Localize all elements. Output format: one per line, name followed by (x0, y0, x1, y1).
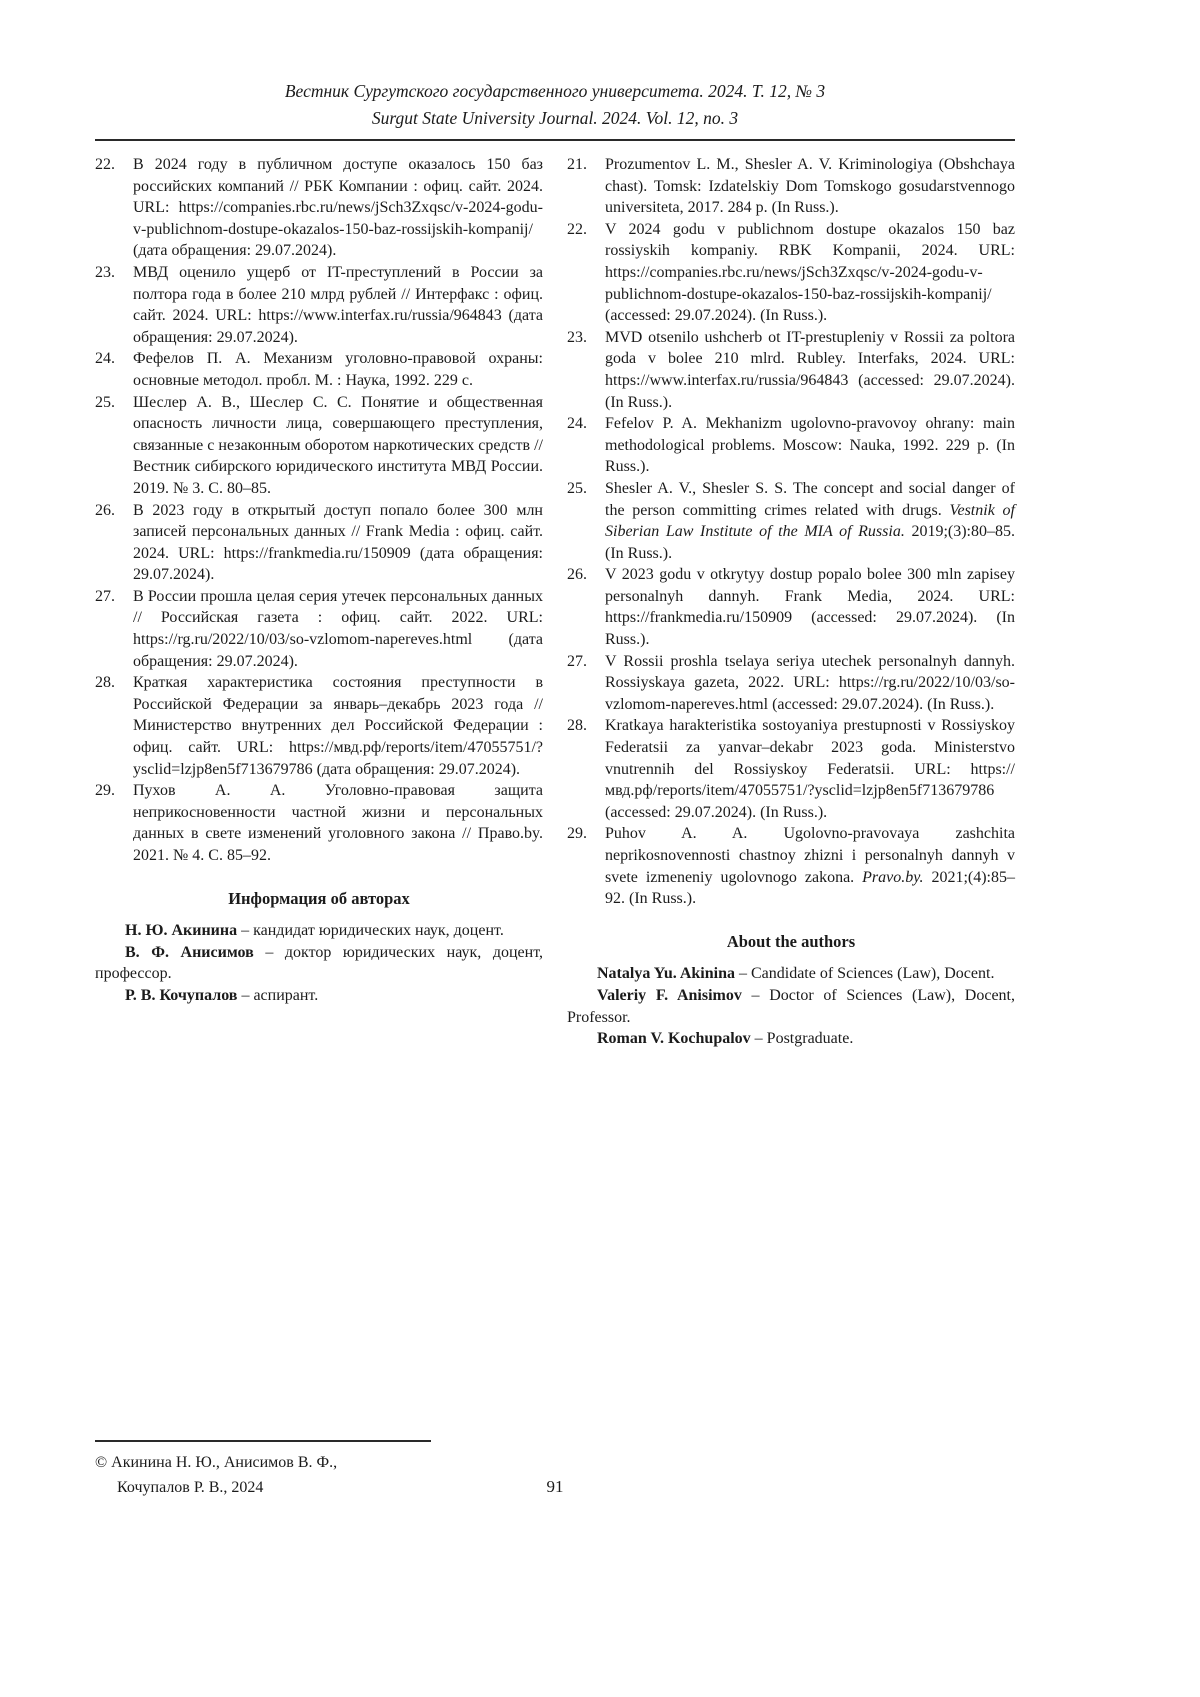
reference-item (567, 327, 1015, 413)
reference-number: 26. (95, 501, 115, 519)
reference-number: 24. (95, 350, 115, 368)
author-entry: Н. Ю. Акинина – кандидат юридических наук, доцент. (125, 922, 504, 940)
reference-item (95, 586, 543, 672)
author-name: В. Ф. Анисимов (125, 943, 254, 961)
reference-text: 2019;(3):80–85. (In Russ.). (605, 523, 1015, 562)
authors-list-ru (95, 920, 543, 1006)
reference-text: Puhov A. A. Ugolovno-pravovaya zashchita neprikosnovennosti chastnoy zhizni i personalnyh dannyh v svete izmeneniy ugolovnogo zakona. (605, 825, 1015, 886)
references-list-right (567, 154, 1015, 910)
reference-text: Краткая характеристика состояния преступности в Российской Федерации за январь–декабрь 2023 года // Министерство внутренних дел Российской Федерации : офиц. сайт. URL: https://мвд.рф/reports/item/47055751/?ysclid=lzjp8en5f713679786 (дата обращения: 29.07.2024). (133, 674, 543, 778)
copyright-line-1: © Акинина Н. Ю., Анисимов В. Ф., (95, 1454, 338, 1471)
reference-item (567, 154, 1015, 219)
right-column (567, 154, 1015, 1050)
reference-item (567, 823, 1015, 909)
reference-number: 25. (567, 479, 587, 497)
author-name: Natalya Yu. Akinina (597, 965, 735, 983)
page-footer (95, 1440, 1015, 1500)
reference-item (567, 715, 1015, 823)
copyright-line-2: Кочупалов Р. В., 2024 (117, 1479, 264, 1496)
left-column (95, 154, 543, 1050)
reference-text: Prozumentov L. M., Shesler A. V. Kriminologiya (Obshchaya chast). Tomsk: Izdatelskiy Dom Tomskogo gosudarstvennogo universiteta, 2017. 284 p. (In Russ.). (605, 156, 1015, 217)
reference-item (567, 564, 1015, 650)
reference-number: 28. (95, 674, 115, 692)
reference-text: В 2024 году в публичном доступе оказалось 150 баз российских компаний // РБК Компании : офиц. сайт. 2024. URL: https://companies.rbc.ru/news/jSch3Zxqsc/v-2024-godu-v-publichnom-dostupe-okazalos-150-baz-rossijskih-kompanij/ (дата обращения: 29.07.2024). (133, 156, 543, 260)
reference-number: 23. (567, 328, 587, 346)
author-name: Roman V. Kochupalov (597, 1030, 751, 1048)
reference-item (95, 392, 543, 500)
reference-number: 27. (95, 587, 115, 605)
reference-number: 21. (567, 156, 587, 173)
journal-title-en: Surgut State University Journal. 2024. Vol. 12, no. 3 (371, 108, 739, 128)
reference-item (95, 262, 543, 348)
reference-text: MVD otsenilo ushcherb ot IT-prestupleniy v Rossii za poltora goda v bolee 210 mlrd. Rubley. Interfaks, 2024. URL: https://www.interfax.ru/russia/964843 (accessed: 29.07.2024). (In Russ.). (605, 328, 1015, 411)
reference-number: 29. (567, 825, 587, 843)
reference-number: 22. (95, 156, 115, 173)
reference-text: МВД оценило ущерб от IT-преступлений в России за полтора года в более 210 млрд рублей // Интерфакс : офиц. сайт. 2024. URL: https://www.interfax.ru/russia/964843 (дата обращения: 29.07.2024). (133, 263, 543, 346)
reference-number: 22. (567, 220, 587, 238)
page-number: 91 (546, 1477, 564, 1496)
references-list-left (95, 154, 543, 867)
reference-number: 29. (95, 782, 115, 800)
footer-divider (95, 1440, 431, 1442)
reference-item (95, 348, 543, 391)
reference-text: 2021;(4):85–92. (In Russ.). (605, 868, 1016, 908)
reference-text: В 2023 году в открытый доступ попало более 300 млн записей персональных данных // Frank Media : офиц. сайт. 2024. URL: https://frankmedia.ru/150909 (дата обращения: 29.07.2024). (133, 501, 543, 584)
reference-number: 24. (567, 415, 587, 433)
reference-text: В России прошла целая серия утечек персональных данных // Российская газета : офиц. сайт. 2022. URL: https://rg.ru/2022/10/03/so-vzlomom-napereves.html (дата обращения: 29.07.2024). (133, 587, 543, 670)
reference-item (95, 500, 543, 586)
reference-text: Vestnik of Siberian Law Institute of the MIA of Russia. (605, 501, 1015, 541)
author-name: Н. Ю. Акинина (125, 922, 238, 940)
reference-item (567, 478, 1015, 564)
reference-item (567, 651, 1015, 716)
reference-text: V 2024 godu v publichnom dostupe okazalos 150 baz rossiyskih kompaniy. RBK Kompanii, 2024. URL: https://companies.rbc.ru/news/jSch3Zxqsc/v-2024-godu-v-publichnom-dostupe-okazalos-150-baz-rossijskih-kompanij/ (accessed: 29.07.2024). (In Russ.). (605, 220, 1015, 325)
two-column-body (95, 154, 1015, 1050)
reference-text: Kratkaya harakteristika sostoyaniya prestupnosti v Rossiyskoy Federatsii za yanvar–dekabr 2023 goda. Ministerstvo vnutrennih del Rossiyskoy Federatsii. URL: https://мвд.рф/reports/item/47055751/?ysclid=lzjp8en5f713679786 (accessed: 29.07.2024). (In Russ.). (605, 717, 1015, 821)
journal-title-ru: Вестник Сургутского государственного университета. 2024. Т. 12, № 3 (284, 81, 826, 101)
reference-text: Шеслер А. В., Шеслер С. С. Понятие и общественная опасность личности лица, совершающего преступления, связанные с незаконным оборотом наркотических средств // Вестник сибирского юридического института МВД России. 2019. № 3. С. 80–85. (133, 393, 543, 497)
reference-number: 23. (95, 263, 115, 281)
authors-heading-ru: Информация об авторах (228, 888, 410, 908)
reference-text: Shesler A. V., Shesler S. S. The concept and social danger of the person committing crimes related with drugs. (605, 479, 1015, 519)
authors-heading-en: About the authors (726, 931, 856, 951)
reference-number: 27. (567, 652, 587, 670)
reference-item (567, 219, 1015, 327)
reference-item (95, 672, 543, 780)
reference-number: 25. (95, 393, 115, 411)
reference-text: Fefelov P. A. Mekhanizm ugolovno-pravovoy ohrany: main methodological problems. Moscow: Nauka, 1992. 229 p. (In Russ.). (605, 415, 1015, 476)
reference-item (95, 154, 543, 262)
author-entry: Р. В. Кочупалов – аспирант. (125, 986, 319, 1004)
reference-text: V Rossii proshla tselaya seriya utechek personalnyh dannyh. Rossiyskaya gazeta, 2022. URL: https://rg.ru/2022/10/03/so-vzlomom-napereves.html (accessed: 29.07.2024). (In Russ.). (605, 652, 1015, 713)
authors-list-en (567, 963, 1015, 1049)
journal-header (95, 78, 1015, 132)
author-entry: Valeriy F. Anisimov – Doctor of Sciences (Law), Docent, Professor. (567, 986, 1015, 1026)
reference-text: Фефелов П. А. Механизм уголовно-правовой охраны: основные методол. пробл. М. : Наука, 1992. 229 с. (133, 350, 543, 389)
reference-text: Pravo.by. (862, 868, 924, 886)
reference-item (95, 780, 543, 866)
reference-text: V 2023 godu v otkrytyy dostup popalo bolee 300 mln zapisey personalnyh dannyh. Frank Media, 2024. URL: https://frankmedia.ru/150909 (accessed: 29.07.2024). (In Russ.). (605, 566, 1015, 649)
author-name: Valeriy F. Anisimov (597, 986, 742, 1004)
reference-number: 28. (567, 717, 587, 735)
reference-item (567, 413, 1015, 478)
reference-number: 26. (567, 566, 587, 584)
author-name: Р. В. Кочупалов (125, 986, 238, 1004)
author-entry: Natalya Yu. Akinina – Candidate of Sciences (Law), Docent. (597, 965, 995, 983)
reference-text: Пухов А. А. Уголовно-правовая защита неприкосновенности частной жизни и персональных данных в свете изменений уголовного закона // Право.by. 2021. № 4. С. 85–92. (133, 782, 543, 864)
author-entry: В. Ф. Анисимов – доктор юридических наук, доцент, профессор. (95, 943, 544, 983)
header-divider (95, 139, 1015, 141)
author-entry: Roman V. Kochupalov – Postgraduate. (597, 1030, 854, 1048)
page-content (95, 78, 1015, 1050)
